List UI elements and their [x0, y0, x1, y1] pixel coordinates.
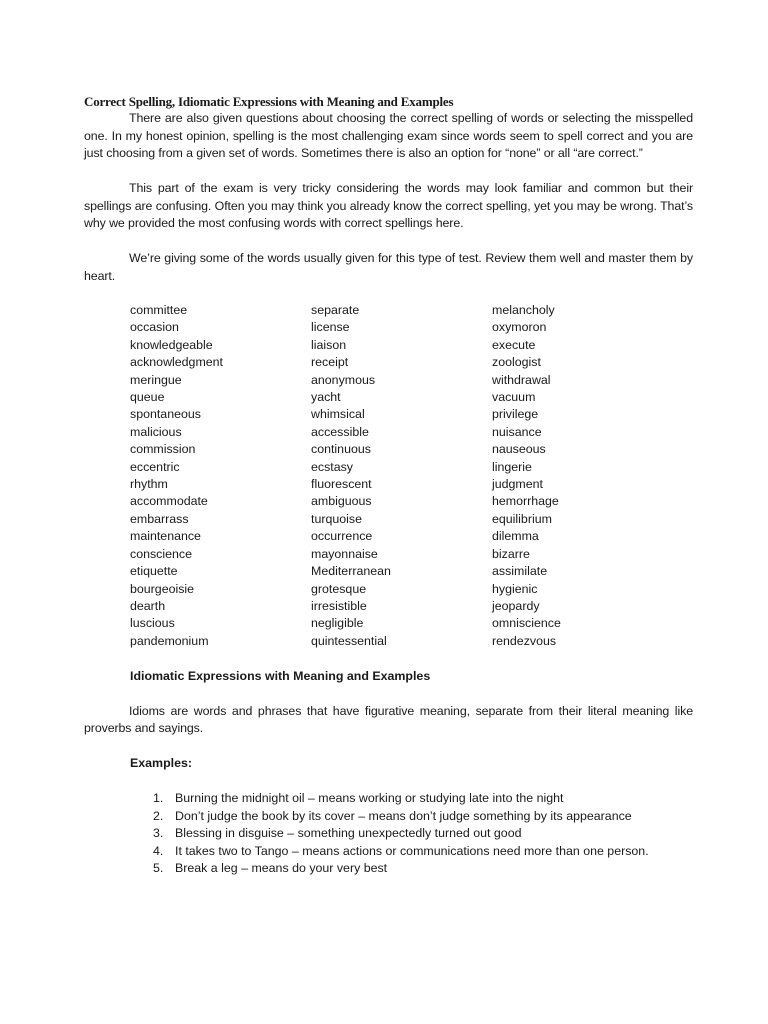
- word-item: ecstasy: [311, 459, 354, 474]
- word-item: execute: [492, 337, 536, 352]
- example-text: Burning the midnight oil – means working or studying late into the night: [175, 791, 564, 806]
- word-item: ambiguous: [311, 494, 372, 509]
- document-page: [84, 93, 693, 878]
- review-paragraph: We’re giving some of the words usually given for this type of test. Review them well and master them by heart.: [84, 251, 693, 283]
- example-number: 1.: [153, 791, 164, 806]
- word-item: rhythm: [130, 477, 168, 492]
- example-text: Break a leg – means do your very best: [175, 861, 388, 876]
- example-number: 4.: [153, 843, 164, 858]
- word-item: quintessential: [311, 633, 387, 648]
- word-item: luscious: [130, 616, 175, 631]
- idioms-paragraph: Idioms are words and phrases that have figurative meaning, separate from their literal meaning like proverbs and sayings.: [84, 703, 693, 736]
- word-item: nuisance: [492, 424, 542, 439]
- word-item: occurrence: [311, 529, 373, 544]
- example-number: 5.: [153, 861, 164, 876]
- example-item: [153, 790, 693, 808]
- word-item: irresistible: [311, 598, 367, 613]
- intro-paragraph: There are also given questions about choosing the correct spelling of words or selecting the misspelled one. In my honest opinion, spelling is the most challenging exam since words seem to spell correct and you are just choosing from a given set of words. Sometimes there is also an option for “none” or all “are correct.”: [84, 111, 693, 160]
- example-item: [153, 808, 693, 826]
- word-item: fluorescent: [311, 477, 372, 492]
- word-item: occasion: [130, 320, 179, 335]
- word-item: receipt: [311, 355, 349, 370]
- word-item: committee: [130, 303, 188, 317]
- example-number: 2.: [153, 808, 164, 823]
- word-item: hygienic: [492, 581, 538, 596]
- word-item: jeopardy: [492, 598, 540, 613]
- example-number: 3.: [153, 826, 164, 841]
- word-item: hemorrhage: [492, 494, 559, 509]
- word-item: omniscience: [492, 616, 561, 631]
- word-item: dearth: [130, 598, 166, 613]
- word-item: acknowledgment: [130, 355, 223, 370]
- example-item: [153, 825, 693, 843]
- word-item: knowledgeable: [130, 337, 213, 352]
- word-item: maintenance: [130, 529, 201, 544]
- word-item: dilemma: [492, 529, 539, 544]
- word-item: oxymoron: [492, 320, 547, 335]
- word-column-1: [130, 302, 311, 650]
- word-item: melancholy: [492, 303, 555, 317]
- word-item: embarrass: [130, 511, 189, 526]
- word-item: meringue: [130, 372, 182, 387]
- word-item: liaison: [311, 337, 347, 352]
- example-text: Don’t judge the book by its cover – means don’t judge something by its appearance: [175, 808, 632, 823]
- word-item: negligible: [311, 616, 364, 631]
- word-item: spontaneous: [130, 407, 201, 422]
- document-title: Correct Spelling, Idiomatic Expressions with Meaning and Examples: [84, 94, 454, 109]
- word-item: equilibrium: [492, 511, 552, 526]
- example-item: [153, 843, 693, 861]
- word-item: eccentric: [130, 459, 180, 474]
- word-item: continuous: [311, 442, 371, 457]
- word-item: judgment: [492, 477, 543, 492]
- word-item: license: [311, 320, 350, 335]
- word-item: grotesque: [311, 581, 367, 596]
- example-text: Blessing in disguise – something unexpectedly turned out good: [175, 826, 522, 841]
- word-item: queue: [130, 390, 165, 405]
- example-text: It takes two to Tango – means actions or communications need more than one person.: [175, 843, 649, 858]
- word-column-2: [311, 302, 492, 650]
- word-list: [130, 302, 693, 650]
- word-item: accommodate: [130, 494, 208, 509]
- word-item: accessible: [311, 424, 369, 439]
- word-item: bizarre: [492, 546, 530, 561]
- word-item: bourgeoisie: [130, 581, 195, 596]
- word-item: turquoise: [311, 511, 362, 526]
- word-item: separate: [311, 303, 360, 317]
- examples-list: [153, 790, 693, 878]
- word-item: vacuum: [492, 390, 536, 405]
- example-item: [153, 860, 693, 878]
- word-item: withdrawal: [492, 372, 551, 387]
- word-item: conscience: [130, 546, 192, 561]
- word-item: lingerie: [492, 459, 532, 474]
- word-item: assimilate: [492, 564, 548, 579]
- word-item: privilege: [492, 407, 539, 422]
- word-item: commission: [130, 442, 196, 457]
- word-item: etiquette: [130, 564, 178, 579]
- word-item: zoologist: [492, 355, 541, 370]
- idioms-heading: Idiomatic Expressions with Meaning and Examples: [130, 668, 431, 683]
- word-item: mayonnaise: [311, 546, 378, 561]
- word-item: whimsical: [311, 407, 365, 422]
- word-item: rendezvous: [492, 633, 557, 648]
- word-item: malicious: [130, 424, 182, 439]
- word-item: nauseous: [492, 442, 546, 457]
- word-item: anonymous: [311, 372, 376, 387]
- word-item: pandemonium: [130, 633, 209, 648]
- tricky-paragraph: This part of the exam is very tricky considering the words may look familiar and common but their spellings are confusing. Often you may think you already know the correct spelling, yet you may be wrong. That’s why we provided the most confusing words with correct spellings here.: [84, 181, 693, 230]
- word-item: Mediterranean: [311, 564, 391, 579]
- word-item: yacht: [311, 390, 341, 405]
- word-column-3: [492, 302, 652, 650]
- examples-heading: Examples:: [130, 756, 192, 771]
